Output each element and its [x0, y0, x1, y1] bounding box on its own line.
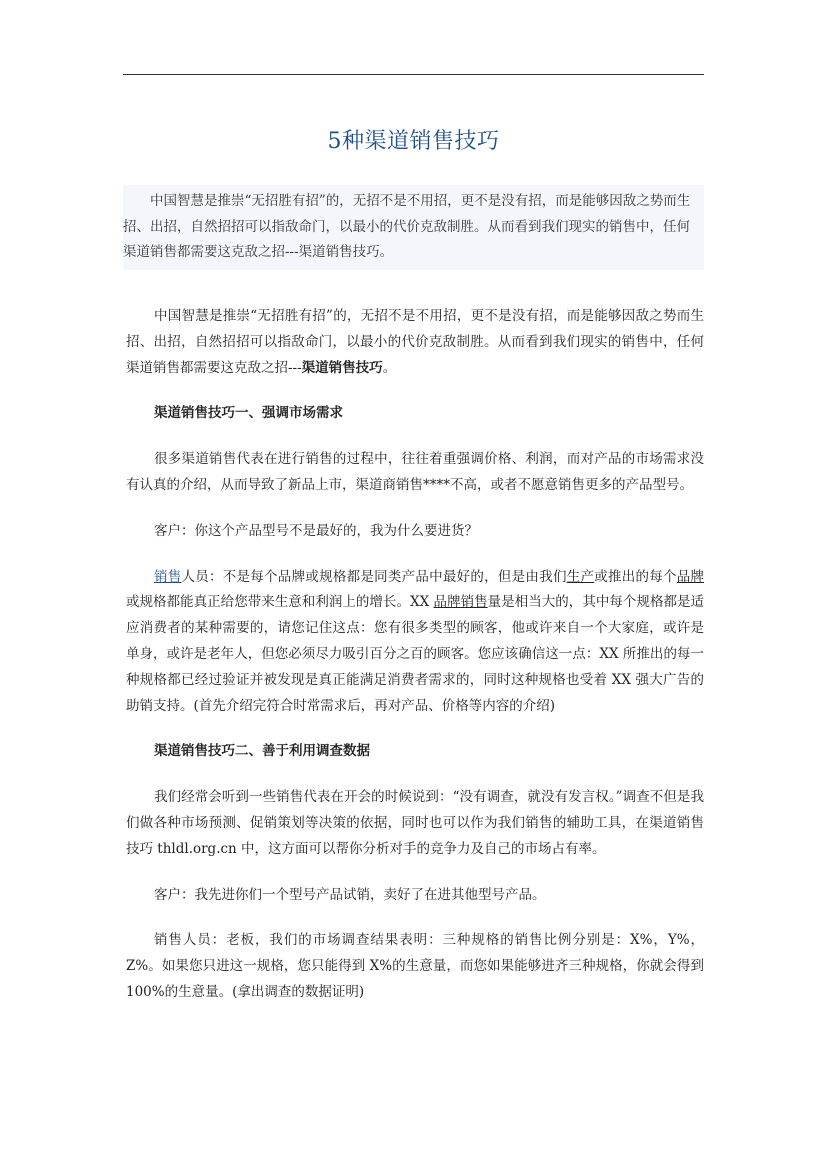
- page-title: 5种渠道销售技巧: [327, 129, 500, 154]
- sales-link[interactable]: 销售: [154, 568, 182, 585]
- section-2-heading: 渠道销售技巧二、善于利用调查数据: [154, 743, 370, 760]
- section-2-paragraph: 我们经常会听到一些销售代表在开会的时候说到：“没有调查，就没有发言权。”调查不但是我们做各种市场预测、促销策划等决策的依据，同时也可以作为我们销售的辅助工具，在渠道销售技巧 thldl.org.cn 中，这方面可以帮你分析对手的竞争力及自己的市场占有率。: [126, 789, 704, 857]
- brand-sales-link[interactable]: 品牌销售: [433, 594, 488, 611]
- article-body: [126, 304, 704, 1026]
- intro-paragraph: 中国智慧是推崇“无招胜有招”的，无招不是不用招，更不是没有招，而是能够因敌之势而生招、出招，自然招招可以指敌命门，以最小的代价克敌制胜。从而看到我们现实的销售中，任何渠道销售都需要这克敌之招---渠道销售技巧。: [126, 308, 704, 376]
- intro-bold-term: 渠道销售技巧: [301, 359, 383, 376]
- section-1-paragraph: 很多渠道销售代表在进行销售的过程中，往往着重强调价格、利润，而对产品的市场需求没有认真的介绍，从而导致了新品上市，渠道商销售****不高，或者不愿意销售更多的产品型号。: [126, 451, 704, 493]
- section-2-customer-line: 客户：我先进你们一个型号产品试销，卖好了在进其他型号产品。: [154, 886, 546, 903]
- production-link[interactable]: 生产: [566, 568, 595, 585]
- section-2-seller-paragraph: 销售人员：老板，我们的市场调查结果表明：三种规格的销售比例分别是：X%，Y%，Z%。如果您只进这一规格，您只能得到 X%的生意量，而您如果能够进齐三种规格，你就会得到 100%的生意量。(拿出调查的数据证明): [126, 932, 704, 1000]
- brand-link[interactable]: 品牌: [676, 568, 705, 585]
- section-1-heading: 渠道销售技巧一、强调市场需求: [154, 405, 343, 422]
- summary-box: 中国智慧是推崇“无招胜有招”的，无招不是不用招，更不是没有招，而是能够因敌之势而生招、出招，自然招招可以指敌命门，以最小的代价克敌制胜。从而看到我们现实的销售中，任何渠道销售都需要这克敌之招---渠道销售技巧。: [123, 185, 704, 270]
- section-1-seller-paragraph: 销售人员：不是每个品牌或规格都是同类产品中最好的，但是由我们生产或推出的每个品牌或规格都能真正给您带来生意和利润上的增长。XX 品牌销售量是相当大的，其中每个规格都是适应消费者的某种需要的，请您记住这点：您有很多类型的顾客，他或许来自一个大家庭，或许是单身，或许是老年人，但您必须尽力吸引百分之百的顾客。您应该确信这一点：XX 所推出的每一种规格都已经过验证并被发现是真正能满足消费者需求的，同时这种规格也受着 XX 强大广告的助销支持。(首先介绍完符合时常需求后，再对产品、价格等内容的介绍): [126, 568, 705, 714]
- header-rule: [123, 74, 704, 75]
- section-1-customer-line: 客户：你这个产品型号不是最好的，我为什么要进货？: [154, 522, 478, 539]
